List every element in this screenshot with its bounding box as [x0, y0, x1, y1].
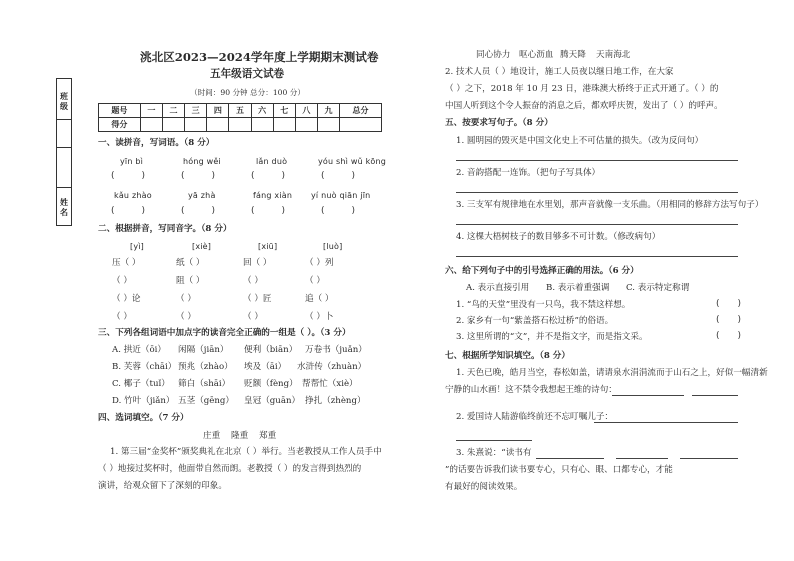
- score-cell[interactable]: [140, 118, 162, 132]
- paragraph-line: 演讲，给观众留下了深刻的印象。: [98, 481, 227, 491]
- homophone-blank[interactable]: （ ）列: [305, 258, 334, 268]
- word-choice: 呕心沥血: [519, 50, 554, 60]
- option-item: 五茎（gēng）: [178, 396, 234, 406]
- score-table: [98, 103, 382, 132]
- answer-line[interactable]: [692, 395, 738, 396]
- option-item: A. 拱近（ōi）: [112, 345, 166, 355]
- score-cell[interactable]: [185, 118, 207, 132]
- rewrite-item: 4. 这棵大梧树枝子的数目够多不可计数。（修改病句）: [456, 232, 661, 242]
- answer-blank[interactable]: ( ): [321, 206, 356, 216]
- paragraph-line: 2. 技术人员（ ）地设计，施工人员夜以继日地工作，在大家: [445, 67, 674, 77]
- score-cell[interactable]: [162, 118, 184, 132]
- word-choice: 天南海北: [596, 50, 631, 60]
- pinyin-header: [xiè]: [192, 242, 212, 251]
- homophone-blank[interactable]: （ ）: [243, 276, 263, 286]
- score-cell[interactable]: [251, 118, 273, 132]
- rewrite-item: 1. 圆明园的毁灭是中国文化史上不可估量的损失。（改为反问句）: [456, 136, 704, 146]
- binding-strip: [56, 78, 72, 226]
- option-item: 预兆（zhào）: [178, 362, 233, 372]
- strip-divider: [57, 187, 71, 188]
- quote-item: 3. 这里所谓的“文”，并不是指文字，而是指文采。: [456, 332, 648, 342]
- q2-title: 二、根据拼音，写同音字。（8 分）: [98, 224, 232, 234]
- homophone-blank[interactable]: 阻（ ）: [176, 276, 205, 286]
- option-item: B. 芙蓉（chāi）: [112, 362, 177, 372]
- option-item: 埃及（āi）: [244, 362, 287, 372]
- answer-blank[interactable]: ( ): [251, 171, 286, 181]
- homophone-blank[interactable]: （ ）匠: [243, 294, 272, 304]
- score-cell[interactable]: [295, 118, 317, 132]
- exam-title: 洮北区2023—2024学年度上学期期末测试卷: [140, 50, 379, 64]
- q5-title: 五、按要求写句子。（8 分）: [445, 118, 553, 128]
- score-header: 一: [140, 104, 162, 118]
- option-item: C. 表示特定称谓: [626, 283, 690, 293]
- answer-line[interactable]: [456, 160, 738, 161]
- pinyin: lǎn duò: [256, 157, 288, 166]
- strip-divider: [57, 119, 71, 120]
- strip-divider: [57, 147, 71, 148]
- answer-line[interactable]: [456, 256, 738, 257]
- q1-title: 一、读拼音，写词语。（8 分）: [98, 138, 215, 148]
- paragraph-line: （ ）之下，2018 年 10 月 23 日，港珠澳大桥终于正式开通了。（ ）的: [445, 84, 719, 94]
- paragraph-line: 1. 天色已晚，皓月当空，春松如盖，请请泉水涓涓流而于山石之上，好似一幅清新: [456, 368, 768, 378]
- quote-item: 2. 家乡有一句“紫盖搭石松过桥”的俗语。: [456, 316, 614, 326]
- pinyin-header: [yì]: [130, 242, 144, 251]
- answer-line[interactable]: [456, 224, 738, 225]
- paragraph-line: 中国人听到这个令人振奋的消息之后，都欢呼庆贺，发出了（ ）的呼声。: [445, 101, 723, 111]
- pinyin: kǎu zhào: [114, 191, 152, 200]
- answer-line[interactable]: [456, 192, 738, 193]
- answer-blank[interactable]: ( ): [716, 331, 742, 341]
- exam-subtitle: 五年级语文试卷: [210, 68, 285, 80]
- pinyin: yóu shì wǔ kōng: [318, 157, 387, 166]
- answer-blank[interactable]: ( ): [181, 171, 216, 181]
- name-label: 姓名: [60, 197, 68, 217]
- score-cell[interactable]: [273, 118, 295, 132]
- score-header: 四: [207, 104, 229, 118]
- option-item: D. 竹叶（jiǎn）: [112, 396, 175, 406]
- score-header: 六: [251, 104, 273, 118]
- option-item: C. 椰子（tuǐ）: [112, 379, 170, 389]
- answer-blank[interactable]: ( ): [111, 206, 146, 216]
- pinyin: yí nuò qiān jīn: [311, 191, 371, 200]
- option-item: 便利（biān）: [244, 345, 298, 355]
- quote-item: 1. “鸟的天堂”里没有一只鸟，我不禁这样想。: [456, 300, 631, 310]
- homophone-blank[interactable]: 纸（ ）: [176, 258, 205, 268]
- answer-line[interactable]: [612, 395, 684, 396]
- paragraph-line: （ ）地接过奖杯时，他面带自然而朗。老教授（ ）的发言得到热烈的: [98, 464, 362, 474]
- pinyin: fáng xiàn: [253, 191, 293, 200]
- answer-blank[interactable]: ( ): [111, 171, 146, 181]
- pinyin: hóng wěi: [183, 157, 221, 166]
- option-item: 挣扎（zhèng）: [305, 396, 366, 406]
- score-cell[interactable]: [317, 118, 339, 132]
- option-item: 帮帮忙（xiè）: [302, 379, 358, 389]
- score-header: 五: [229, 104, 251, 118]
- word-choice: 同心协力: [476, 50, 511, 60]
- option-item: 贬额（fèng）: [244, 379, 298, 389]
- score-row-label: 得分: [99, 118, 141, 132]
- answer-line[interactable]: [680, 458, 738, 459]
- homophone-blank[interactable]: 回（ ）: [243, 258, 272, 268]
- answer-line[interactable]: [594, 422, 738, 423]
- word-choice: 隆重: [231, 431, 249, 441]
- score-header: 三: [185, 104, 207, 118]
- homophone-blank[interactable]: （ ）卜: [305, 312, 334, 322]
- homophone-blank[interactable]: （ ）: [112, 276, 132, 286]
- paragraph-line: 2. 爱国诗人陆游临终前还不忘叮嘱儿子：: [456, 412, 614, 422]
- option-item: 筛白（shāi）: [178, 379, 231, 389]
- answer-line[interactable]: [536, 458, 604, 459]
- pinyin-header: [luò]: [323, 242, 343, 251]
- homophone-blank[interactable]: （ ）: [305, 276, 325, 286]
- paragraph-line: 3. 朱熹说：“读书有: [456, 448, 532, 458]
- homophone-blank[interactable]: （ ）: [112, 312, 132, 322]
- score-header: 题号: [99, 104, 141, 118]
- rewrite-item: 2. 音韵搭配一连饰。（把句子写具体）: [456, 168, 601, 178]
- option-item: 万卷书（juǎn）: [305, 345, 367, 355]
- score-header: 八: [295, 104, 317, 118]
- pinyin-header: [xiū]: [258, 242, 278, 251]
- option-item: 闲隔（jiān）: [178, 345, 229, 355]
- q6-title: 六、给下列句子中的引号选择正确的用法。（6 分）: [445, 266, 639, 276]
- q3-title: 三、下列各组词语中加点字的读音完全正确的一组是（ ）。（3 分）: [98, 328, 351, 338]
- answer-line[interactable]: [616, 458, 668, 459]
- paragraph-line: 1. 第三届“金奖杯”颁奖典礼在北京（ ）举行。当老教授从工作人员手中: [110, 447, 382, 457]
- paragraph-line: ”的话要告诉我们读书要专心，只有心、眼、口都专心，才能: [445, 465, 673, 475]
- paragraph-line: 宁静的山水画！这不禁令我想起王维的诗句：: [445, 385, 617, 395]
- score-cell[interactable]: [207, 118, 229, 132]
- answer-line[interactable]: [456, 440, 532, 441]
- answer-blank[interactable]: ( ): [716, 315, 742, 325]
- word-choice: 庄重: [203, 431, 221, 441]
- homophone-blank[interactable]: 压（ ）: [112, 258, 141, 268]
- pinyin: yīn bì: [120, 157, 144, 166]
- homophone-blank[interactable]: （ ）: [243, 312, 263, 322]
- score-header: 九: [317, 104, 339, 118]
- score-header: 总分: [340, 104, 382, 118]
- score-cell[interactable]: [229, 118, 251, 132]
- score-cell[interactable]: [340, 118, 382, 132]
- rewrite-item: 3. 三支军有规律地在水里划，那声音就像一支乐曲。（用相同的修辞方法写句子）: [456, 200, 764, 210]
- answer-blank[interactable]: ( ): [321, 171, 356, 181]
- homophone-blank[interactable]: （ ）: [176, 294, 196, 304]
- score-header: 七: [273, 104, 295, 118]
- q7-title: 七、根据所学知识填空。（8 分）: [445, 351, 570, 361]
- option-item: 皇冠（guān）: [244, 396, 301, 406]
- option-item: 水浒传（zhuàn）: [297, 362, 367, 372]
- homophone-blank[interactable]: （ ）: [176, 312, 196, 322]
- pinyin: yā zhà: [188, 191, 216, 200]
- answer-blank[interactable]: ( ): [181, 206, 216, 216]
- paragraph-line: 有最好的阅读效果。: [445, 482, 523, 492]
- time-info: （时间：90 分钟 总分：100 分）: [190, 88, 305, 97]
- word-choice: 腾天降: [560, 50, 586, 60]
- answer-blank[interactable]: ( ): [716, 299, 742, 309]
- answer-blank[interactable]: ( ): [251, 206, 286, 216]
- homophone-blank[interactable]: 追（ ）: [305, 294, 334, 304]
- homophone-blank[interactable]: （ ）论: [112, 294, 141, 304]
- class-label: 班级: [60, 91, 68, 111]
- score-header: 二: [162, 104, 184, 118]
- q4-title: 四、选词填空。（7 分）: [98, 413, 189, 423]
- word-choice: 郑重: [259, 431, 277, 441]
- option-item: B. 表示着重强调: [546, 283, 610, 293]
- option-item: A. 表示直接引用: [466, 283, 530, 293]
